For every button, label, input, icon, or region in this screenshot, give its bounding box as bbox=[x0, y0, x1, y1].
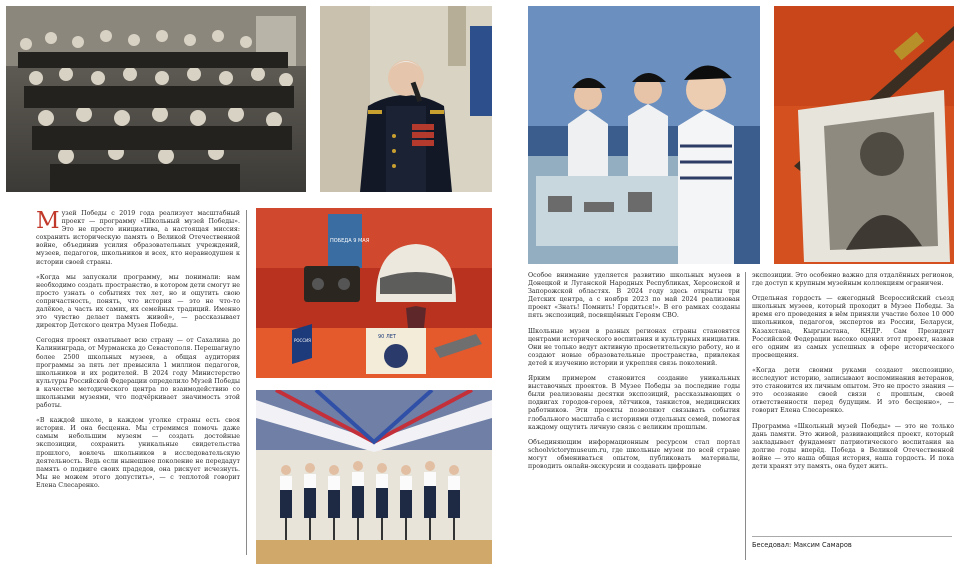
column-divider bbox=[745, 272, 746, 560]
photo-museum-exhibits bbox=[256, 208, 492, 378]
paragraph-remote-regions: экспозиции. Это особенно важно для отдалённых регионов, где доступ к крупным музейным коллекциям ограничен. bbox=[752, 272, 954, 288]
paragraph-scope: Сегодня проект охватывает всю страну — от Сахалина до Калининграда, от Мурманска до Севастополя. Перешагнуло более 2500 школьных музеев, а общая аудитория программы за пять лет превысила 1 миллион педагогов, школьников и их родителей. В 2024 году Министерство культуры Российской Федерации определило Музей Победы в качестве методического центра по взаимодействию со школьными музеями, что подчёркивает значимость этой работы. bbox=[36, 337, 240, 410]
paragraph-congress: Отдельная гордость — ежегодный Всероссийский съезд школьных музеев, который проходит в Музее Победы. За время его проведения в нём приняли участие более 10 000 школьников, педагогов, экспертов из России, Беларуси, Казахстана, Кыргызстана, КНДР. Сам Президент Российской Федерации высоко оценил этот проект, назвав его одним из самых успешных в сфере исторического просвещения. bbox=[752, 295, 954, 359]
photo-sword-portrait bbox=[774, 6, 954, 264]
text-column-3 bbox=[752, 272, 954, 534]
text-column-2 bbox=[528, 272, 740, 562]
paragraph-conclusion: Программа «Школьный музей Победы» — это не только дань памяти. Это живой, развивающийся проект, который закладывает фундамент патриотического воспитания на долгие годы вперёд. Победа в Великой Отечественной войне — это наша общая история, наша гордость. И пока дети хранят эту память, она будет жить. bbox=[752, 422, 954, 470]
paragraph-portal: Объединяющим информационным ресурсом стал портал schoolvictorymuseum.ru, где школьные музеи по всей стране могут обмениваться опытом, публиковать материалы, проводить онлайн-экскурсии и создавать цифровые bbox=[528, 438, 740, 470]
column-divider bbox=[246, 210, 247, 555]
plaque-text: 90 ЛЕТ bbox=[378, 334, 396, 340]
paragraph-intro bbox=[36, 210, 240, 267]
intro-text: узей Победы с 2019 года реализует масштабный проект — программу «Школьный музей Победы». Это не просто инициатива, а настоящая миссия: сохранить историческую память о Великой Отечественной войне, объединив усилия образовательных учреждений, музеев, педагогов, школьников и всех, кто неравнодушен к истории своей страны. bbox=[36, 210, 240, 266]
paragraph-regions: Особое внимание уделяется развитию школьных музеев в Донецкой и Луганской Народных Республиках, Херсонской и Запорожской областях. В 2024 году здесь открыты три Детских центра, а с ноября 2023 по май 2024 реализован проект «Знать! Помнить! Гордиться!». В его рамках созданы пять экспозиций, посвящённых Героям СВО. bbox=[528, 272, 740, 320]
photo-vintage-class bbox=[6, 6, 306, 192]
poster-text: ПОБЕДА 9 МАЯ bbox=[330, 238, 370, 244]
paragraph-quote-3: «Когда дети своими руками создают экспозицию, исследуют историю, записывают воспоминания ветеранов, это становится их личным опытом. Это не просто знания — это осознание своей связи с прошлым, своей ответственности перед будущим. И это бесценно», — говорит Елена Слесаренко. bbox=[752, 366, 954, 415]
drop-cap: М bbox=[36, 208, 60, 234]
text-column-1 bbox=[36, 210, 240, 558]
paragraph-exhibitions: Ярким примером становится создание уникальных выставочных проектов. В Музее Победы за последние годы были реализованы десятки экспозиций, рассказывающих о подвигах городов-героев, лётчиков, танкистов, медицинских работников. Эти проекты позволяют связывать события глобального масштаба с историями отдельных семей, помогая каждому ощутить личную связь с великим прошлым. bbox=[528, 375, 740, 431]
photo-kids-showcase bbox=[528, 6, 760, 264]
paragraph-quote-1: «Когда мы запускали программу, мы понимали: нам необходимо создать пространство, в котором дети смогут не просто узнать о событиях тех лет, но и ощутить свою сопричастность, понять, что история — это не что-то далёкое, а часть их самих, их семейных традиций. Именно это чувство делает память живой», — рассказывает директор Детского центра Музея Победы. bbox=[36, 273, 240, 330]
paragraph-centers: Школьные музеи в разных регионах страны становятся центрами исторического воспитания и культурных инициатив. Они не только ведут активную просветительскую работу, но и создают новые образовательные пространства, привлекая детей к изучению истории и укрепляя связь поколений. bbox=[528, 327, 740, 367]
patch-text: РОССИЯ bbox=[294, 338, 311, 343]
paragraph-quote-2: «В каждой школе, в каждом уголке страны есть своя история. И она бесценна. Мы стремимся помочь даже самым небольшим музеям — создать достойные экспозиции, сохранить уникальные свидетельства прошлого, вовлечь школьников в исследовательскую деятельность. Ведь если нынешнее поколение не передадут память о подвиге своих прадедов, она рискует исчезнуть. Мы не можем этого допустить», — с теплотой говорит Елена Слесаренко. bbox=[36, 417, 240, 489]
photo-veteran bbox=[320, 6, 492, 192]
photo-children-event bbox=[256, 390, 492, 564]
byline: Беседовал: Максим Самаров bbox=[752, 536, 952, 549]
